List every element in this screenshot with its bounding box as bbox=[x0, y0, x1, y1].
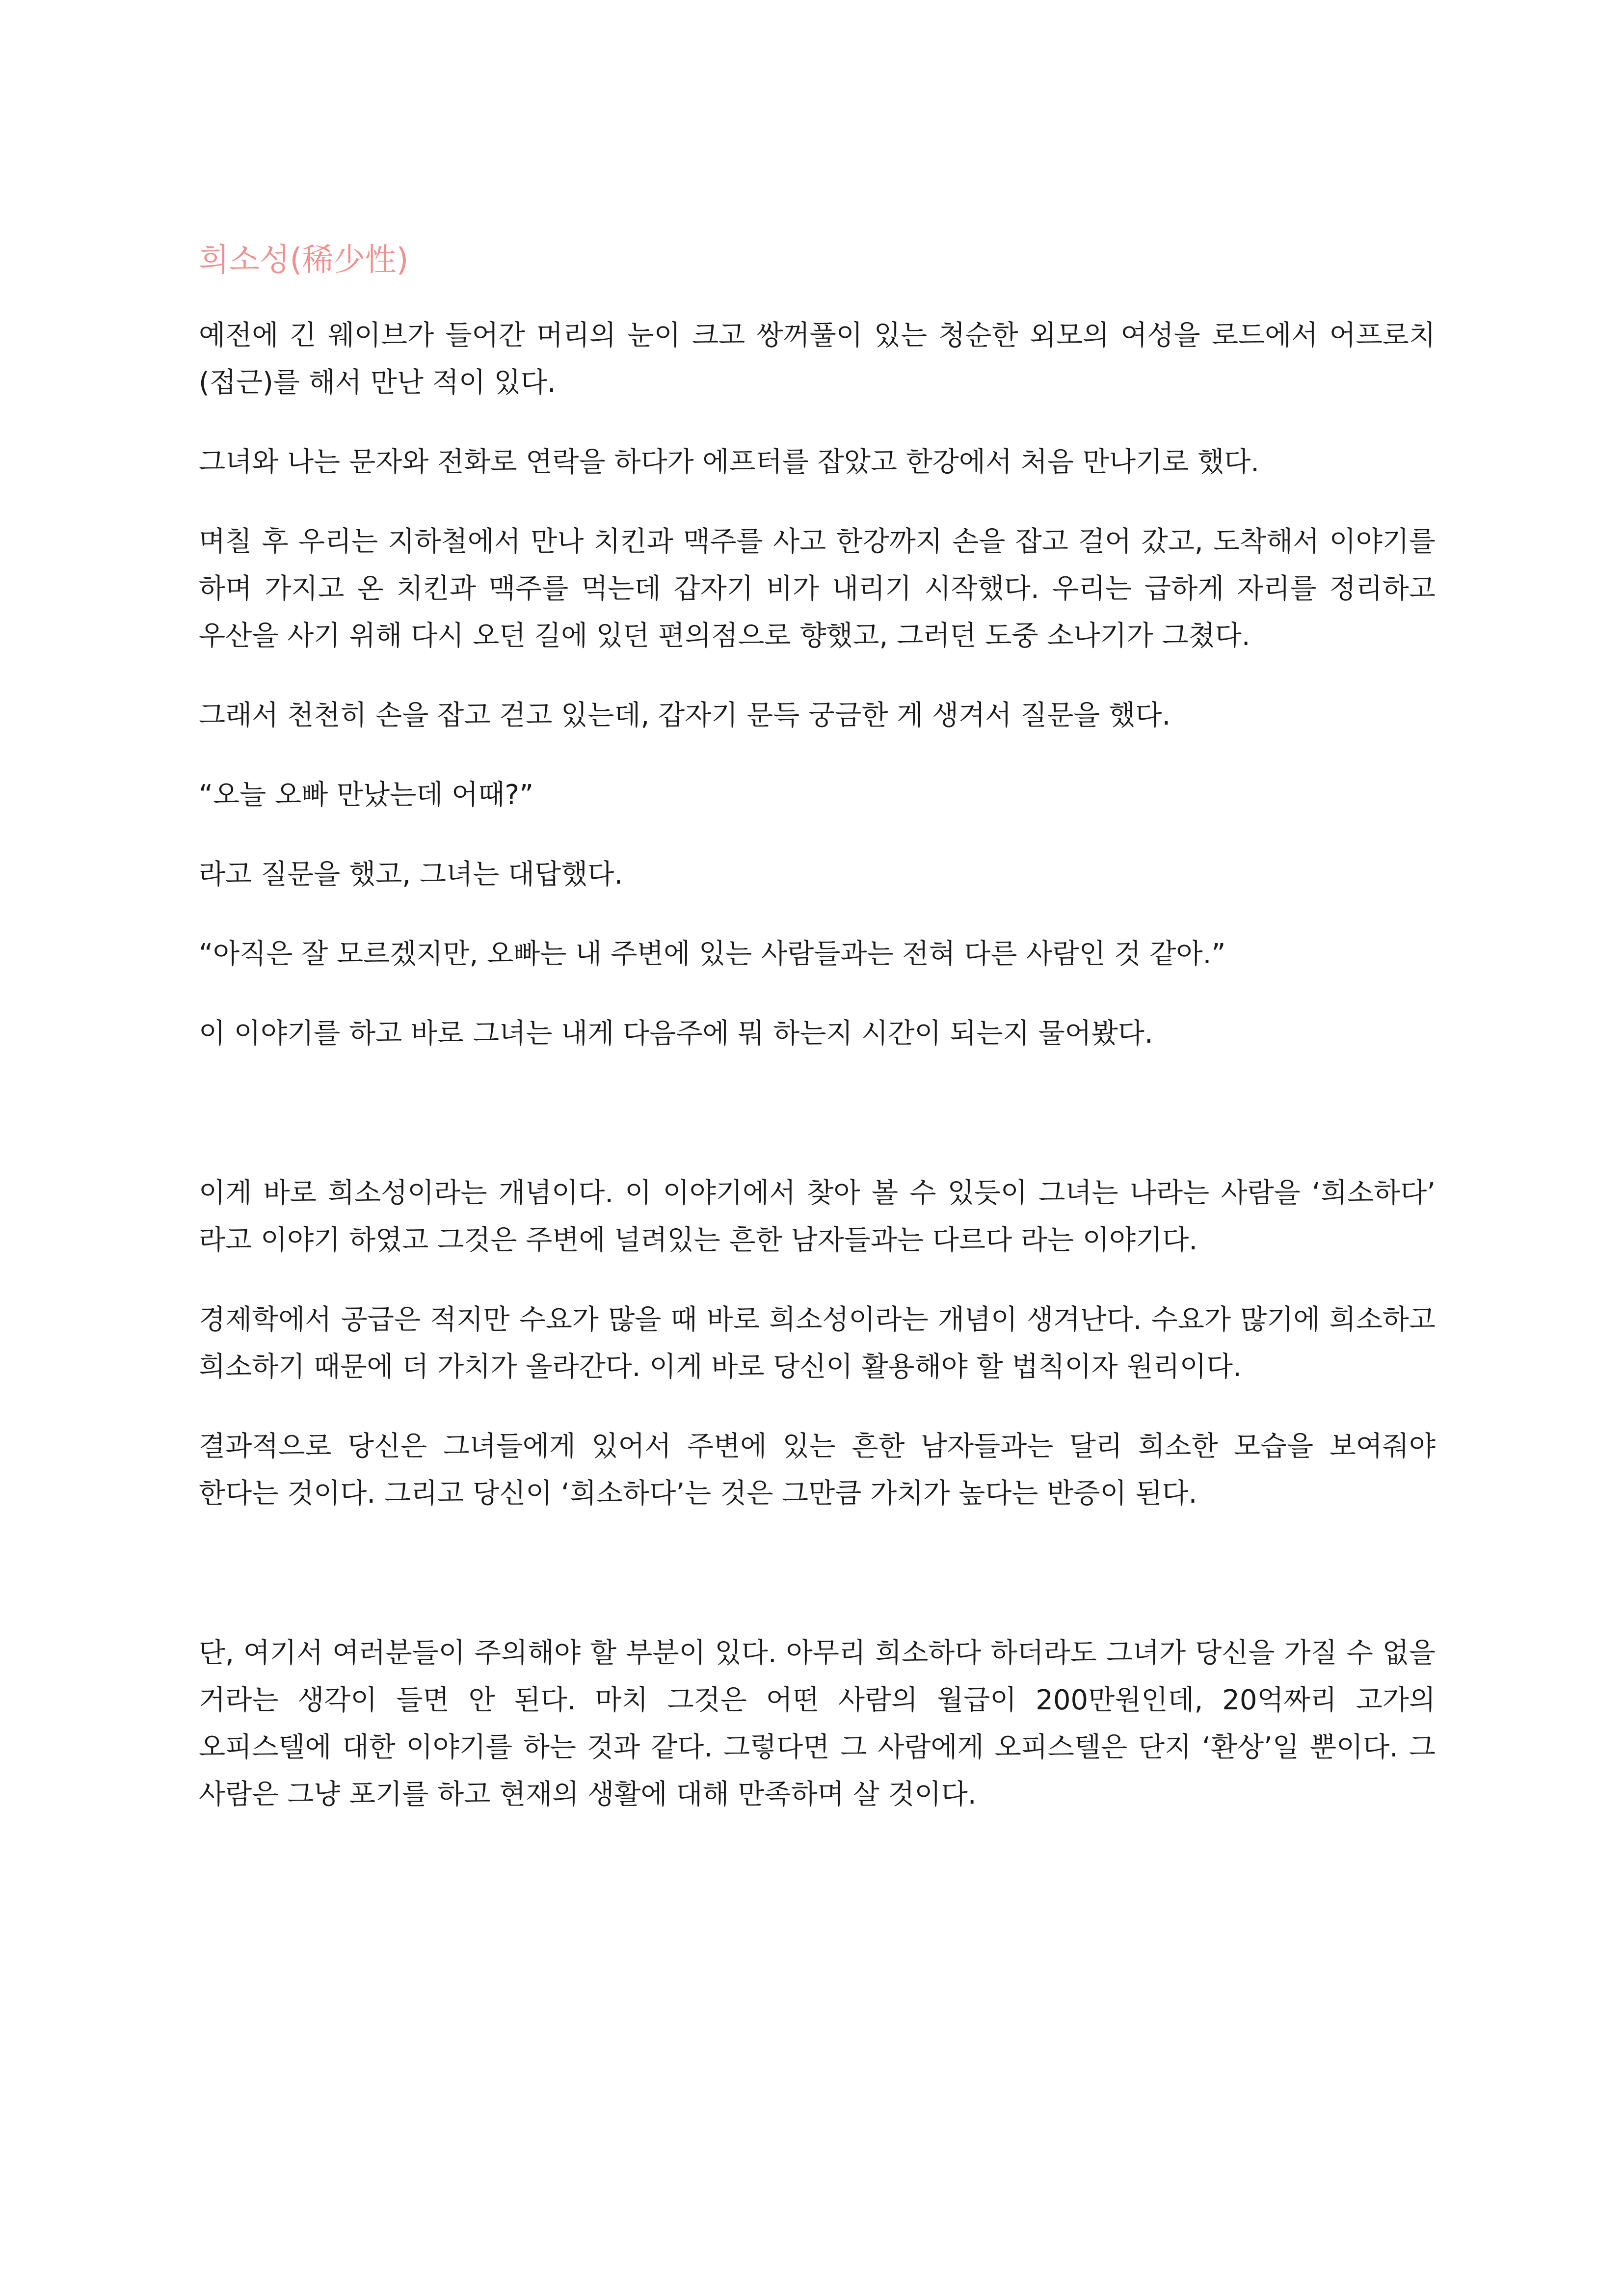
paragraph-quote-answer: “아직은 잘 모르겠지만, 오빠는 내 주변에 있는 사람들과는 전혀 다른 사람인 것 같아.” bbox=[199, 938, 1226, 970]
document-title: 희소성(稀少性) bbox=[199, 242, 409, 278]
paragraph-after-date: 그녀와 나는 문자와 전화로 연락을 하다가 에프터를 잡았고 한강에서 처음 만나기로 했다. bbox=[199, 446, 1260, 478]
paragraph-next-week: 이 이야기를 하고 바로 그녀는 내게 다음주에 뭐 하는지 시간이 되는지 물어봤다. bbox=[199, 1018, 1153, 1050]
section-spacer bbox=[199, 1550, 1436, 1630]
document-body bbox=[199, 231, 1436, 1851]
paragraph-scarcity-concept: 이게 바로 희소성이라는 개념이다. 이 이야기에서 찾아 볼 수 있듯이 그녀는 나라는 사람을 ‘희소하다’ 라고 이야기 하였고 그것은 주변에 널려있는 흔한 남자들과는 다르다 라는 이야기다. bbox=[199, 1177, 1436, 1256]
paragraph-economics: 경제학에서 공급은 적지만 수요가 많을 때 바로 희소성이라는 개념이 생겨난다. 수요가 많기에 희소하고 희소하기 때문에 더 가치가 올라간다. 이게 바로 당신이 활용해야 할 법칙이자 원리이다. bbox=[199, 1304, 1436, 1383]
paragraph-quote-question: “오늘 오빠 만났는데 어때?” bbox=[199, 779, 534, 811]
paragraph-han-river: 며칠 후 우리는 지하철에서 만나 치킨과 맥주를 사고 한강까지 손을 잡고 걸어 갔고, 도착해서 이야기를 하며 가지고 온 치킨과 맥주를 먹는데 갑자기 비가 내리기 시작했다. 우리는 급하게 자리를 정리하고 우산을 사기 위해 다시 오던 길에 있던 편의점으로 향했고, 그러던 도중 소나기가 그쳤다. bbox=[199, 526, 1436, 652]
paragraph-approach: 예전에 긴 웨이브가 들어간 머리의 눈이 크고 쌍꺼풀이 있는 청순한 외모의 여성을 로드에서 어프로치(접근)를 해서 만난 적이 있다. bbox=[199, 320, 1436, 399]
paragraph-caution: 단, 여기서 여러분들이 주의해야 할 부분이 있다. 아무리 희소하다 하더라도 그녀가 당신을 가질 수 없을 거라는 생각이 들면 안 된다. 마치 그것은 어떤 사람의 월급이 200만원인데, 20억짜리 고가의 오피스텔에 대한 이야기를 하는 것과 같다. 그렇다면 그 사람에게 오피스텔은 단지 ‘환상’일 뿐이다. 그 사람은 그냥 포기를 하고 현재의 생활에 대해 만족하며 살 것이다. bbox=[199, 1637, 1436, 1810]
paragraph-conclusion: 결과적으로 당신은 그녀들에게 있어서 주변에 있는 흔한 남자들과는 달리 희소한 모습을 보여줘야 한다는 것이다. 그리고 당신이 ‘희소하다’는 것은 그만큼 가치가 높다는 반증이 된다. bbox=[199, 1431, 1436, 1510]
paragraph-question: 그래서 천천히 손을 잡고 걷고 있는데, 갑자기 문득 궁금한 게 생겨서 질문을 했다. bbox=[199, 700, 1171, 731]
paragraph-her-answer-intro: 라고 질문을 했고, 그녀는 대답했다. bbox=[199, 859, 623, 891]
section-spacer bbox=[199, 1090, 1436, 1170]
